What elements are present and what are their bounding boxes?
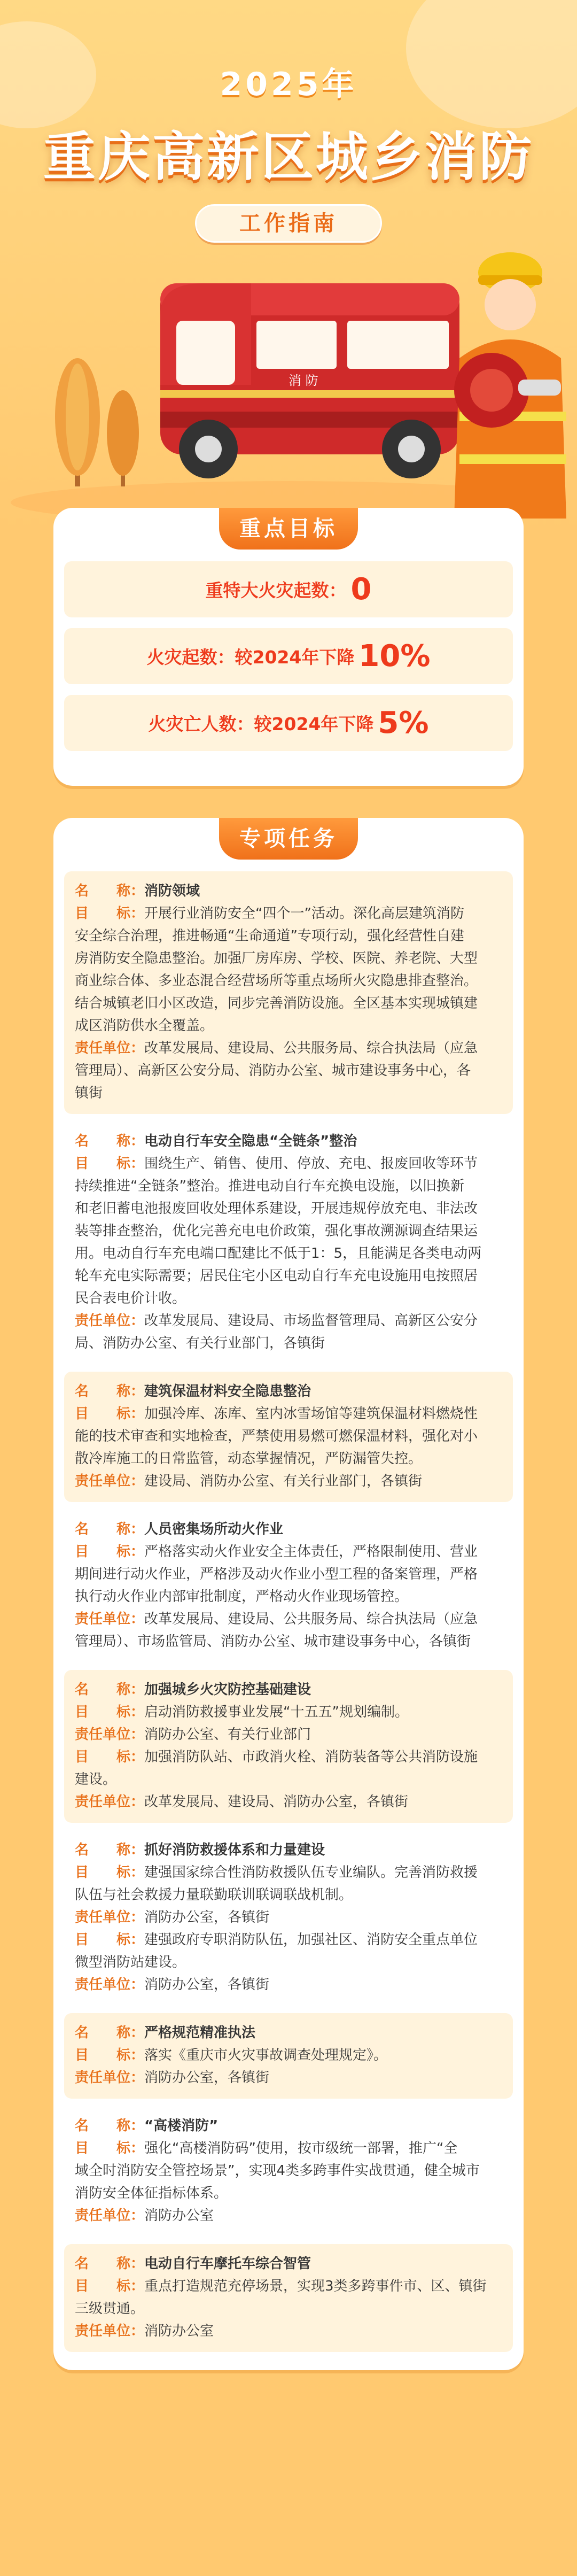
field-label: 名 称： — [75, 1133, 145, 1149]
task-target-text: 民合表电价计收。 — [75, 1290, 186, 1306]
field-label: 目 标： — [75, 1156, 145, 1172]
task-item — [64, 1830, 513, 2006]
task-responsible2-row — [75, 1974, 502, 1996]
task-target-row — [75, 1541, 502, 1608]
field-label: 责任单位： — [75, 1040, 145, 1056]
task-name-row — [75, 2115, 502, 2137]
task-responsible-row — [75, 1608, 502, 1653]
field-label: 目 标： — [75, 1406, 145, 1422]
field-label: 目 标： — [75, 2047, 145, 2063]
task-responsible2-text: 消防办公室，各镇街 — [144, 1977, 270, 1993]
field-label: 责任单位： — [75, 1473, 145, 1489]
task-target-text: 三级贯通。 — [75, 2301, 145, 2317]
field-label: 名 称： — [75, 1521, 145, 1537]
task-target-row — [75, 1152, 502, 1310]
field-label: 名 称： — [75, 2256, 145, 2272]
task-name-text: 消防领域 — [144, 883, 200, 899]
task-target-text: 围绕生产、销售、使用、停放、充电、报废回收等环节 — [144, 1156, 478, 1172]
task-item — [64, 1670, 513, 1823]
field-label: 目 标： — [75, 2140, 145, 2156]
subtitle-badge: 工作指南 — [195, 204, 382, 243]
field-label: 目 标： — [75, 2278, 145, 2294]
field-label: 责任单位： — [75, 1313, 145, 1329]
task-name-row — [75, 1130, 502, 1152]
task-target-text: 成区消防供水全覆盖。 — [75, 1018, 214, 1034]
task-responsible-text: 建设局、消防办公室、有关行业部门，各镇街 — [144, 1473, 423, 1489]
fire-truck-icon — [160, 283, 459, 478]
task-target-text: 执行动火作业内部审批制度，严格动火作业现场管控。 — [75, 1589, 409, 1605]
field-label: 名 称： — [75, 883, 145, 899]
task-target-text: 散冷库施工的日常监管，动态掌握情况，严防漏管失控。 — [75, 1451, 423, 1467]
task-target-text: 结合城镇老旧小区改造，同步完善消防设施。全区基本实现城镇建 — [75, 995, 478, 1011]
task-target2-text: 建设。 — [75, 1772, 117, 1788]
task-responsible-text: 消防办公室，各镇街 — [144, 1909, 270, 1925]
field-label: 责任单位： — [75, 1727, 145, 1743]
task-target-text: 用。电动自行车充电端口配建比不低于1：5，且能满足各类电动两 — [75, 1246, 482, 1262]
task-name-text: 建筑保温材料安全隐患整治 — [144, 1383, 311, 1399]
task-responsible-text: 管理局）、市场监管局、消防办公室、城市建设事务中心，各镇街 — [75, 1634, 471, 1650]
task-responsible-text: 消防办公室、有关行业部门 — [144, 1727, 311, 1743]
task-name-text: 抓好消防救援体系和力量建设 — [144, 1842, 325, 1858]
firefighter-icon — [454, 252, 566, 519]
task-name-row — [75, 2022, 502, 2044]
task-name-row — [75, 880, 502, 902]
field-label: 目 标： — [75, 1544, 145, 1560]
task-target-text: 安全综合治理，推进畅通“生命通道”专项行动，强化经营性自建 — [75, 928, 464, 944]
field-label: 名 称： — [75, 2025, 145, 2041]
task-target-text: 能的技术审查和实地检查，严禁使用易燃可燃保温材料，强化对小 — [75, 1428, 478, 1444]
tasks-heading: 专项任务 — [219, 818, 358, 860]
task-name-row — [75, 1380, 502, 1403]
task-name-text: 电动自行车安全隐患“全链条”整治 — [144, 1133, 357, 1149]
task-target-text: 商业综合体、多业态混合经营场所等重点场所火灾隐患排查整治。 — [75, 973, 478, 989]
goal-item — [64, 628, 513, 684]
task-responsible-text: 局、消防办公室、有关行业部门，各镇街 — [75, 1335, 325, 1351]
goals-card — [53, 508, 524, 786]
task-responsible2-row — [75, 1791, 502, 1813]
field-label: 目 标： — [75, 1932, 145, 1948]
task-target-row — [75, 1861, 502, 1906]
task-target-text: 严格落实动火作业安全主体责任，严格限制使用、营业 — [144, 1544, 478, 1560]
task-responsible-row — [75, 1906, 502, 1929]
task-name-row — [75, 1839, 502, 1861]
task-target-row — [75, 2137, 502, 2204]
task-name-row — [75, 1518, 502, 1541]
task-target2-row — [75, 1929, 502, 1974]
task-responsible-text: 消防办公室 — [144, 2208, 214, 2224]
task-target-text: 期间进行动火作业，严格涉及动火作业小型工程的备案管理，严格 — [75, 1566, 478, 1582]
task-responsible-row — [75, 2204, 502, 2227]
task-target-text: 落实《重庆市火灾事故调查处理规定》。 — [144, 2047, 388, 2063]
task-name-text: 严格规范精准执法 — [144, 2025, 256, 2041]
goal-value: 0 — [350, 572, 372, 607]
task-item — [64, 1372, 513, 1502]
field-label: 名 称： — [75, 2118, 145, 2134]
goal-text: 火灾亡人数：较2024年下降 — [148, 714, 374, 734]
task-responsible-row — [75, 2067, 502, 2089]
task-target2-row — [75, 1746, 502, 1791]
task-responsible-text: 改革发展局、建设局、市场监督管理局、高新区公安分 — [144, 1313, 478, 1329]
task-target-row — [75, 2275, 502, 2320]
goals-heading: 重点目标 — [219, 508, 358, 550]
goal-text: 火灾起数：较2024年下降 — [146, 647, 355, 668]
hero-banner — [0, 0, 577, 535]
task-responsible-text: 管理局）、高新区公安分局、消防办公室、城市建设事务中心，各 — [75, 1063, 471, 1079]
task-item — [64, 2106, 513, 2237]
task-target-text: 开展行业消防安全“四个一”活动。深化高层建筑消防 — [144, 906, 464, 922]
task-responsible-row — [75, 1310, 502, 1355]
task-target-row — [75, 1701, 502, 1723]
task-target-text: 轮车充电实际需要；居民住宅小区电动自行车充电设施用电按照居 — [75, 1268, 478, 1284]
tree-icon — [55, 358, 139, 486]
task-name-text: 人员密集场所动火作业 — [144, 1521, 284, 1537]
field-label: 责任单位： — [75, 1794, 145, 1810]
task-target-text: 队伍与社会救援力量联勤联训联调联战机制。 — [75, 1887, 353, 1903]
task-item — [64, 2013, 513, 2099]
task-item — [64, 2244, 513, 2352]
task-responsible-row — [75, 2320, 502, 2342]
field-label: 目 标： — [75, 906, 145, 922]
field-label: 名 称： — [75, 1682, 145, 1698]
task-name-text: “高楼消防” — [144, 2118, 219, 2134]
goal-item — [64, 561, 513, 617]
task-item — [64, 871, 513, 1114]
field-label: 责任单位： — [75, 1977, 145, 1993]
page-title: 重庆高新区城乡消防 — [43, 127, 534, 188]
task-target2-text: 加强消防队站、市政消火栓、消防装备等公共消防设施 — [144, 1749, 478, 1765]
field-label: 名 称： — [75, 1842, 145, 1858]
task-target-text: 启动消防救援事业发展“十五五”规划编制。 — [144, 1704, 409, 1720]
tasks-card — [53, 818, 524, 2370]
task-name-text: 加强城乡火灾防控基础建设 — [144, 1682, 311, 1698]
field-label: 责任单位： — [75, 1909, 145, 1925]
task-item — [64, 1510, 513, 1662]
task-responsible-row — [75, 1470, 502, 1492]
task-responsible-text: 改革发展局、建设局、公共服务局、综合执法局（应急 — [144, 1611, 478, 1627]
fire-truck-illustration — [0, 251, 577, 529]
task-target-text: 房消防安全隐患整治。加强厂房库房、学校、医院、养老院、大型 — [75, 950, 478, 966]
field-label: 目 标： — [75, 1749, 145, 1765]
field-label: 责任单位： — [75, 2070, 145, 2086]
task-responsible2-text: 改革发展局、建设局、消防办公室，各镇街 — [144, 1794, 409, 1810]
field-label: 责任单位： — [75, 1611, 145, 1627]
task-target-row — [75, 2044, 502, 2067]
task-responsible-text: 消防办公室，各镇街 — [144, 2070, 270, 2086]
year-title: 2025年 — [220, 66, 357, 103]
field-label: 责任单位： — [75, 2208, 145, 2224]
goal-text: 重特大火灾起数： — [205, 580, 347, 601]
truck-label: 消 防 — [288, 373, 318, 388]
task-target-text: 装等排查整治，优化完善充电电价政策，强化事故溯源调查结果运 — [75, 1223, 478, 1239]
task-target-row — [75, 902, 502, 1037]
field-label: 责任单位： — [75, 2323, 145, 2339]
task-target-text: 消防安全体征指标体系。 — [75, 2185, 228, 2201]
field-label: 目 标： — [75, 1704, 145, 1720]
goal-item — [64, 695, 513, 751]
task-target-text: 加强冷库、冻库、室内冰雪场馆等建筑保温材料燃烧性 — [144, 1406, 478, 1422]
task-responsible-text: 镇街 — [75, 1085, 103, 1101]
task-name-row — [75, 1678, 502, 1701]
task-responsible-text: 改革发展局、建设局、公共服务局、综合执法局（应急 — [144, 1040, 478, 1056]
task-item — [64, 1121, 513, 1364]
task-name-row — [75, 2253, 502, 2275]
goal-value: 10% — [358, 639, 431, 674]
task-target-text: 持续推进“全链条”整治。推进电动自行车充换电设施，以旧换新 — [75, 1178, 464, 1194]
task-responsible-text: 消防办公室 — [144, 2323, 214, 2339]
task-responsible-row — [75, 1723, 502, 1746]
task-target-text: 重点打造规范充停场景，实现3类多跨事件市、区、镇街 — [144, 2278, 487, 2294]
task-target-text: 域全时消防安全管控场景”，实现4类多跨事件实战贯通，健全城市 — [75, 2163, 480, 2179]
task-target-text: 建强国家综合性消防救援队伍专业编队。完善消防救援 — [144, 1865, 478, 1881]
field-label: 名 称： — [75, 1383, 145, 1399]
task-responsible-row — [75, 1037, 502, 1104]
task-target2-text: 建强政府专职消防队伍，加强社区、消防安全重点单位 — [144, 1932, 478, 1948]
task-target-text: 强化“高楼消防码”使用，按市级统一部署，推广“全 — [144, 2140, 458, 2156]
task-target-row — [75, 1403, 502, 1470]
task-target-text: 和老旧蓄电池报废回收处理体系建设，开展违规停放充电、非法改 — [75, 1201, 478, 1217]
task-target2-text: 微型消防站建设。 — [75, 1954, 186, 1970]
field-label: 目 标： — [75, 1865, 145, 1881]
task-name-text: 电动自行车摩托车综合智管 — [144, 2256, 311, 2272]
goal-value: 5% — [378, 706, 429, 740]
